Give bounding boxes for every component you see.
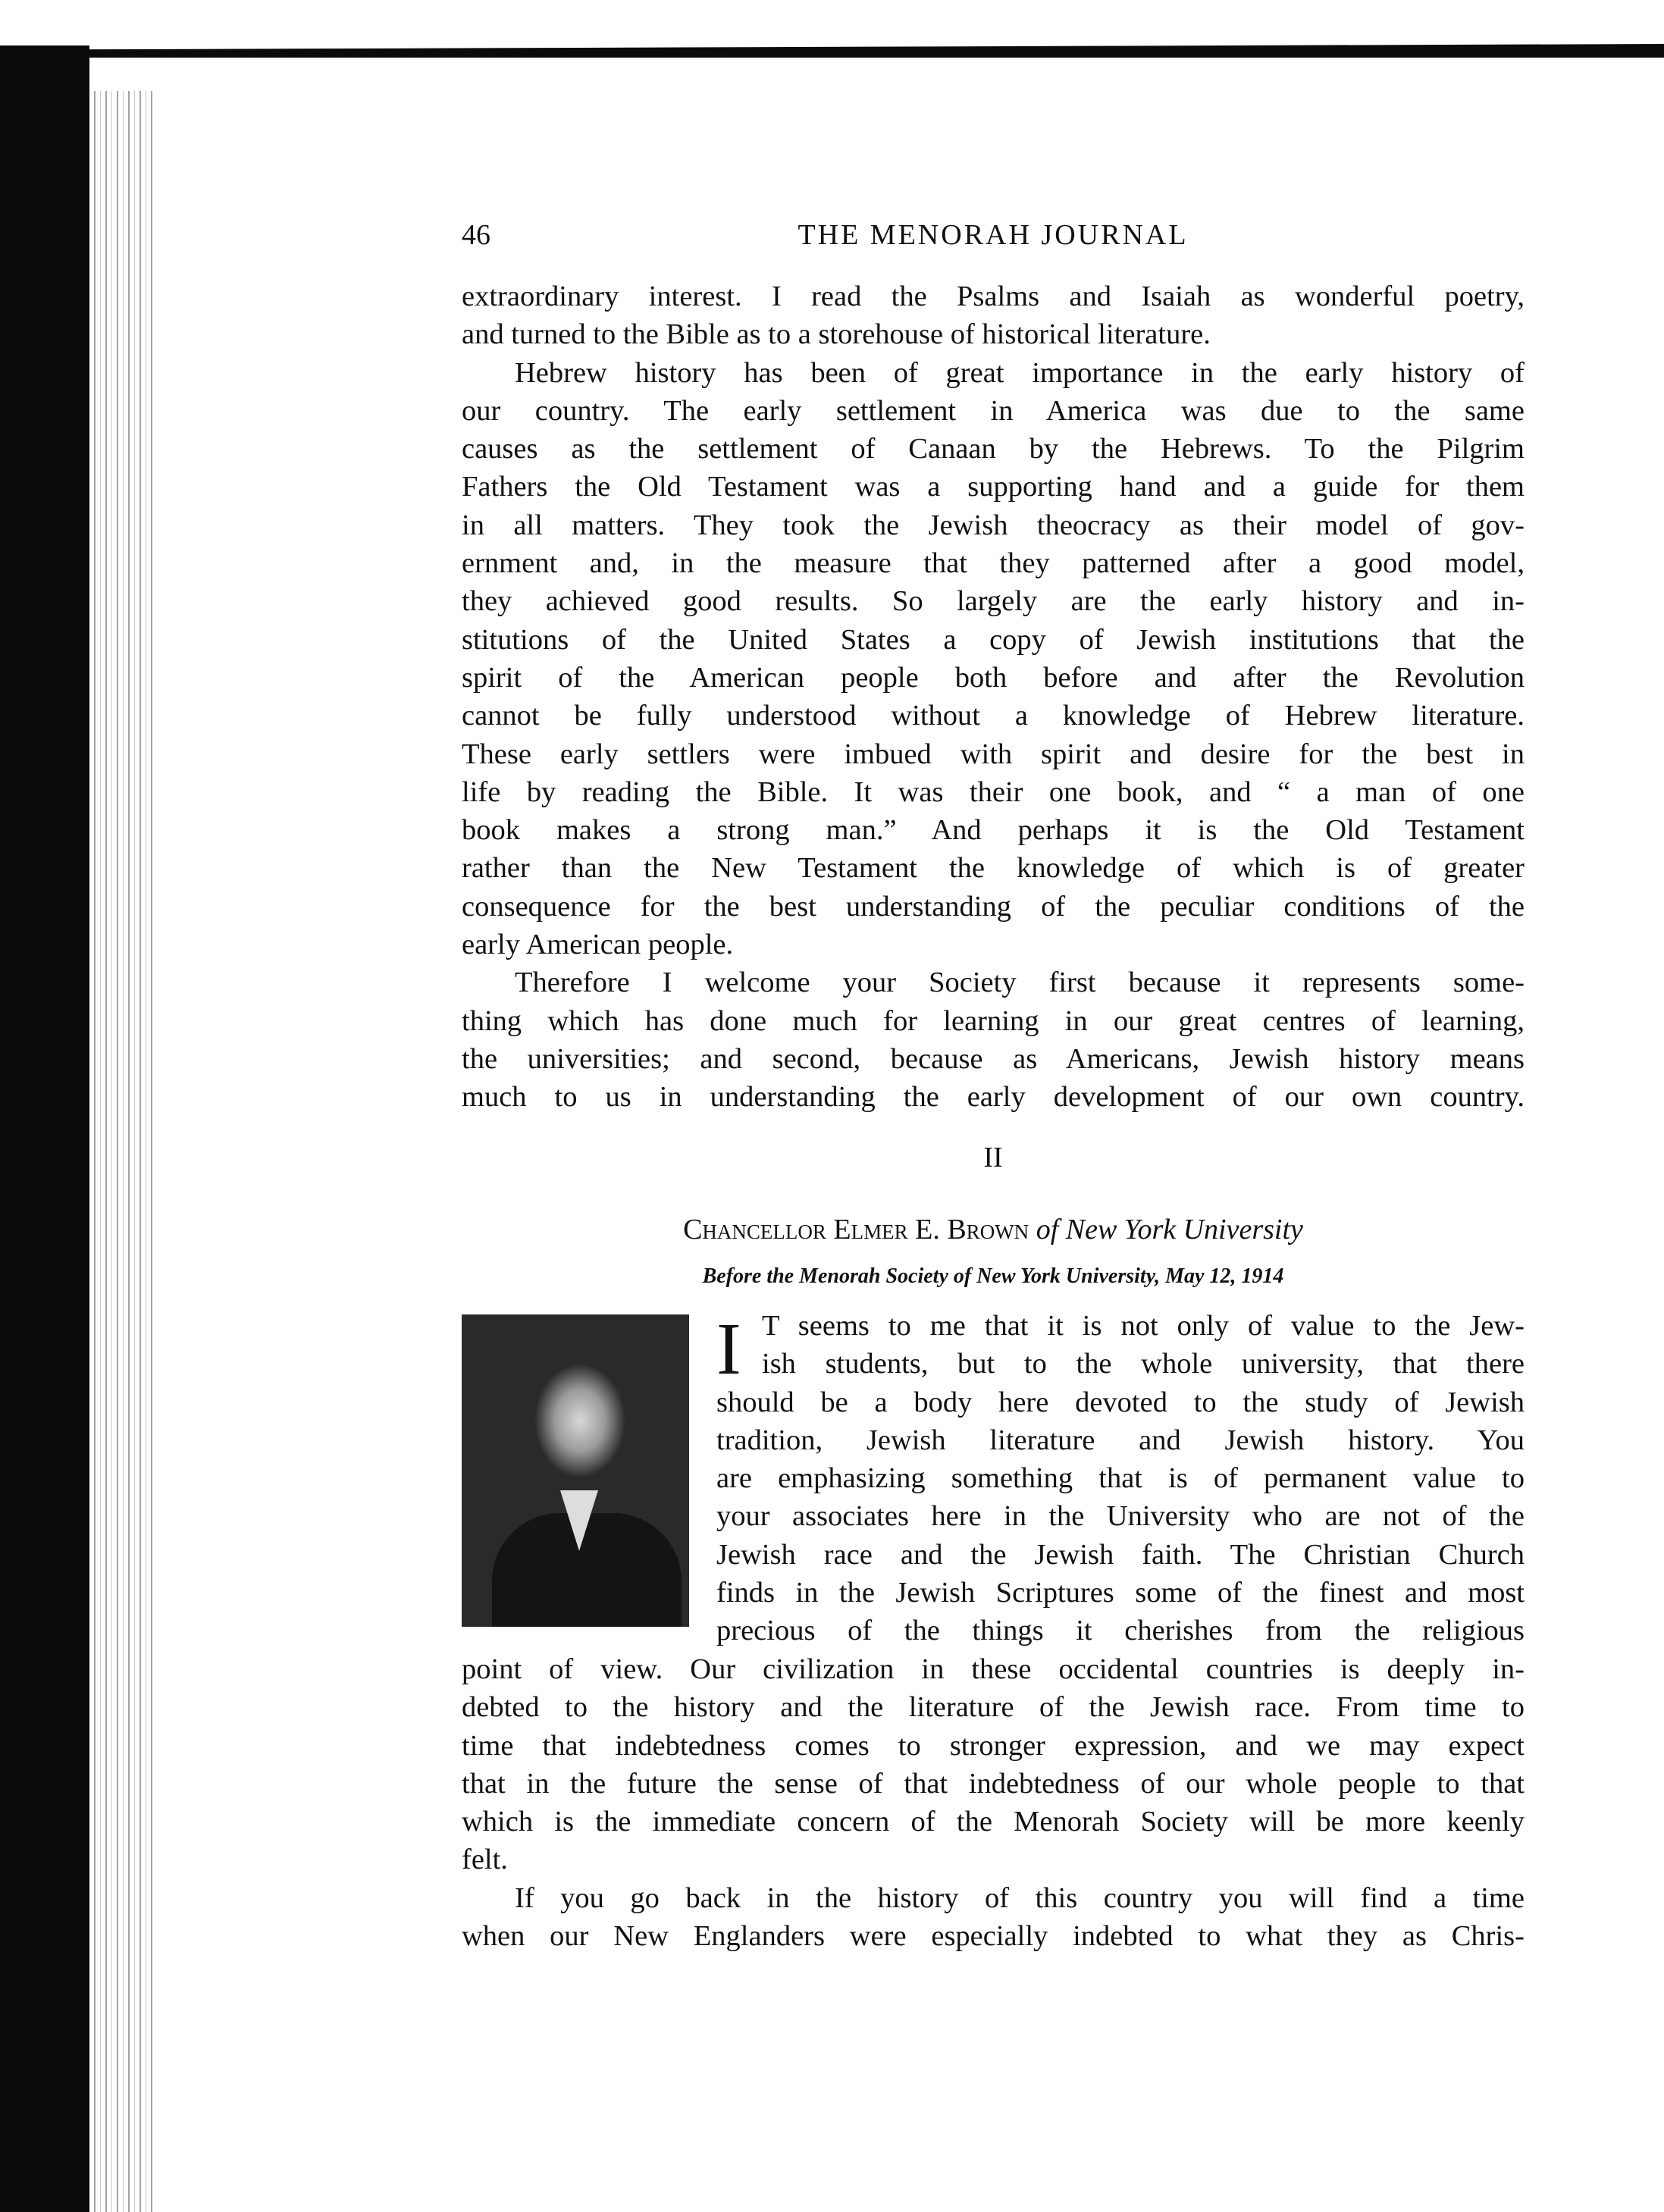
text-line: ernment and, in the measure that they patterned after a good model, [462,547,1525,580]
text-line: stitutions of the United States a copy of Jewish institutions that the [462,623,1525,656]
text-line: spirit of the American people both before and after the Revolution [462,661,1525,694]
text-line: should be a body here devoted to the study of Jewish [716,1386,1525,1418]
text-line: the universities; and second, because as Americans, Jewish history means [462,1042,1525,1075]
text-line: felt. [462,1844,508,1876]
text-line: These early settlers were imbued with spirit and desire for the best in [462,738,1525,770]
text-line: they achieved good results. So largely are the early history and in- [462,585,1525,618]
page-number: 46 [462,219,490,251]
text-line: T seems to me that it is not only of value to the Jew- [762,1310,1525,1342]
text-line: Therefore I welcome your Society first because it represents some- [515,967,1525,999]
text-line: causes as the settlement of Canaan by the Hebrews. To the Pilgrim [462,433,1525,465]
text-line: our country. The early settlement in America was due to the same [462,394,1525,427]
drop-cap: I [716,1308,741,1390]
text-line: point of view. Our civilization in these occidental countries is deeply in- [462,1653,1525,1685]
text-line: rather than the New Testament the knowledge of which is of greater [462,852,1525,885]
text-line: which is the immediate concern of the Menorah Society will be more keenly [462,1806,1525,1838]
text-line: in all matters. They took the Jewish theocracy as their model of gov- [462,509,1525,541]
section-two-text [462,1650,1525,1955]
text-line: your associates here in the University who are not of the [716,1500,1525,1533]
text-line: Jewish race and the Jewish faith. The Christian Church [716,1538,1525,1571]
text-line: Hebrew history has been of great importance in the early history of [515,356,1525,389]
text-line: ish students, but to the whole university, that there [762,1348,1525,1380]
speaker-byline [462,1213,1525,1246]
portrait-photo [462,1314,689,1627]
text-line: extraordinary interest. I read the Psalms and Isaiah as wonderful poetry, [462,280,1525,312]
scan-binding-shadow [0,45,89,2212]
text-line: and turned to the Bible as to a storehouse of historical literature. [462,318,1211,351]
portrait-suit [492,1513,682,1627]
text-line: precious of the things it cherishes from the religious [716,1615,1525,1647]
text-line: time that indebtedness comes to stronger expression, and we may expect [462,1729,1525,1762]
text-line: tradition, Jewish literature and Jewish history. You [716,1424,1525,1456]
text-line: when our New Englanders were especially indebted to what they as Chris- [462,1920,1525,1953]
text-line: are emphasizing something that is of permanent value to [716,1462,1525,1495]
scan-top-edge [83,44,1664,58]
running-header [462,218,1525,256]
text-line: finds in the Jewish Scriptures some of the finest and most [716,1577,1525,1609]
section-two-wrapped-text [716,1307,1525,1650]
speaker-affiliation: of New York University [1036,1214,1303,1245]
text-line: Fathers the Old Testament was a supporting hand and a guide for them [462,471,1525,503]
scan-binding-texture [89,91,154,2212]
speech-occasion: Before the Menorah Society of New York University, May 12, 1914 [702,1264,1284,1288]
section-numeral: II [983,1142,1003,1173]
journal-title: THE MENORAH JOURNAL [798,219,1189,251]
text-line: life by reading the Bible. It was their one book, and “ a man of one [462,775,1525,808]
text-line: debted to the history and the literature of the Jewish race. From time to [462,1691,1525,1724]
text-line: consequence for the best understanding of the peculiar conditions of the [462,890,1525,923]
section-one-text [462,277,1525,1117]
speaker-name: Chancellor Elmer E. Brown [683,1214,1029,1245]
text-line: cannot be fully understood without a knowledge of Hebrew literature. [462,700,1525,732]
text-line: If you go back in the history of this country you will find a time [515,1881,1525,1914]
text-line: thing which has done much for learning in our great centres of learning, [462,1004,1525,1037]
text-line: early American people. [462,929,734,961]
text-line: much to us in understanding the early development of our own country. [462,1081,1525,1114]
text-line: that in the future the sense of that indebtedness of our whole people to that [462,1767,1525,1800]
text-line: book makes a strong man.” And perhaps it is the Old Testament [462,814,1525,847]
